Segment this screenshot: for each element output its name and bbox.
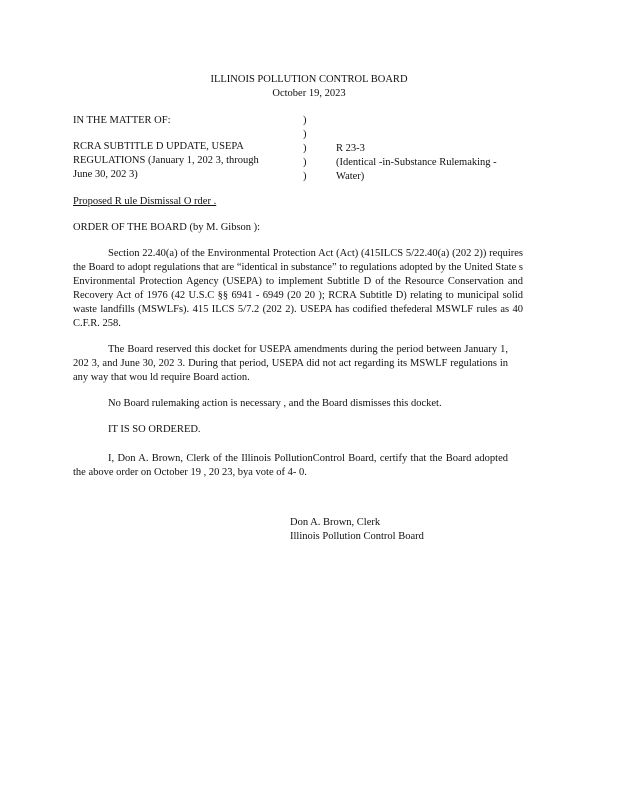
rulemaking-type-2: Water) <box>336 171 365 182</box>
caption-line-2: REGULATIONS (January 1, 202 3, through <box>73 155 259 166</box>
order-date: October 19, 2023 <box>272 88 346 99</box>
paragraph-certification: I, Don A. Brown, Clerk of the Illinois PollutionControl Board, certify that the Board adopted the above order on October 19 , 20 23, bya vote of 4- 0. <box>73 453 508 478</box>
caption-paren: ) <box>303 115 307 126</box>
proposed-title: Proposed R ule Dismissal O rder . <box>73 196 217 207</box>
caption-paren: ) <box>303 157 307 168</box>
signature-org: Illinois Pollution Control Board <box>290 531 424 542</box>
rulemaking-type-1: (Identical -in-Substance Rulemaking - <box>336 157 497 168</box>
order-heading: ORDER OF THE BOARD (by M. Gibson ): <box>73 222 261 233</box>
caption-line-1: RCRA SUBTITLE D UPDATE, USEPA <box>73 141 244 152</box>
paragraph-dismissal: No Board rulemaking action is necessary , and the Board dismisses this docket. <box>108 398 442 409</box>
caption-paren: ) <box>303 129 307 140</box>
signature-name: Don A. Brown, Clerk <box>290 517 381 528</box>
docket-number: R 23-3 <box>336 143 365 154</box>
in-the-matter: IN THE MATTER OF: <box>73 115 171 126</box>
paragraph-statute: Section 22.40(a) of the Environmental Protection Act (Act) (415ILCS 5/22.40(a) (202 2)) requires the Board to adopt regulations that are “identical in substance” to regulations adopted by the United State s Environmental Protection Agency (USEPA) to implement Subtitle D of the Resource Conservation and Recovery Act of 1976 (42 U.S.C §§ 6941 - 6949 (20 20 ); RCRA Subtitle D) relating to municipal solid waste landfills (MSWLFs). 415 ILCS 5/7.2 (202 2). USEPA has codified thefederal MSWLF rules as 40 C.F.R. 258. <box>73 248 523 329</box>
agency-title: ILLINOIS POLLUTION CONTROL BOARD <box>210 74 408 85</box>
paragraph-reserved: The Board reserved this docket for USEPA amendments during the period between January 1, 202 3, and June 30, 202 3. During that period, USEPA did not act regarding its MSWLF regulations in any way that wou ld require Board action. <box>73 344 508 383</box>
paragraph-ordered: IT IS SO ORDERED. <box>108 424 201 435</box>
caption-paren: ) <box>303 171 307 182</box>
caption-line-3: June 30, 202 3) <box>73 169 138 180</box>
caption-paren: ) <box>303 143 307 154</box>
